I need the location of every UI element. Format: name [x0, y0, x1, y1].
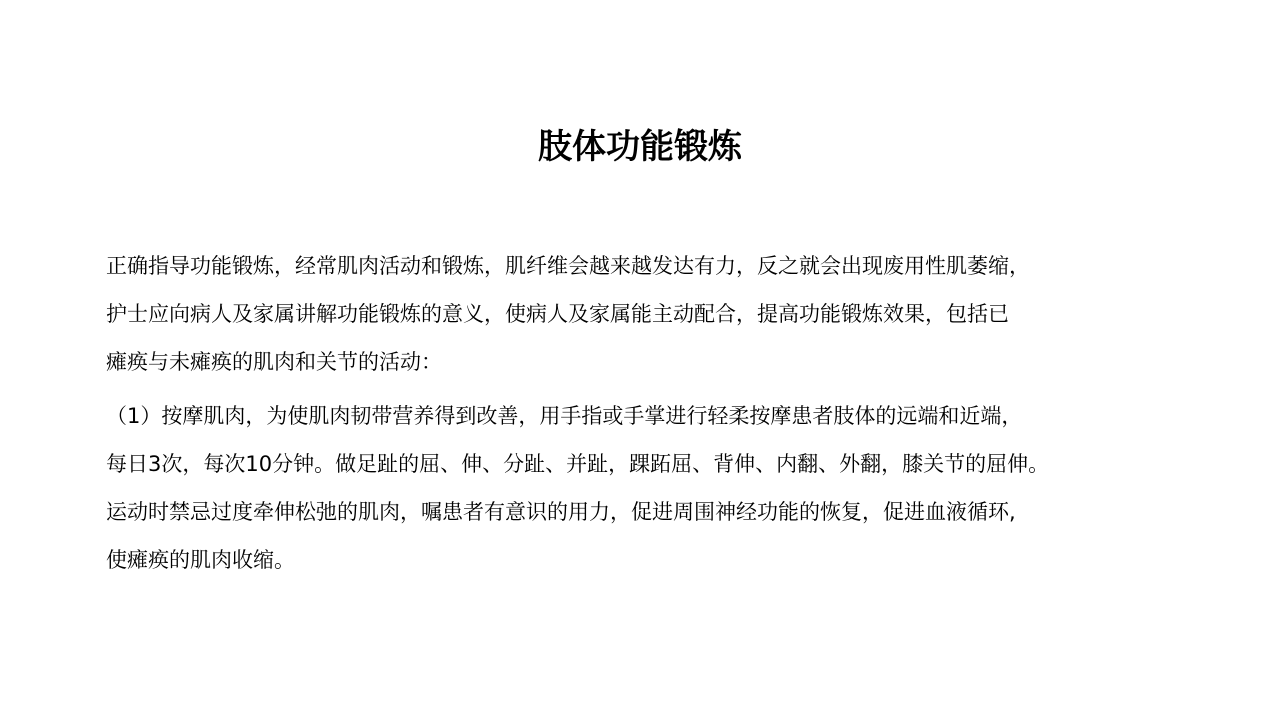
paragraph-line: （1）按摩肌肉，为使肌肉韧带营养得到改善，用手指或手掌进行轻柔按摩患者肢体的远端和近端，: [106, 404, 1023, 428]
slide-title: 肢体功能锻炼: [538, 127, 742, 167]
massage-paragraph: [106, 392, 1206, 584]
paragraph-line: 每日3次，每次10分钟。做足趾的屈、伸、分趾、并趾，踝跖屈、背伸、内翻、外翻，膝关节的屈伸。: [106, 452, 1050, 476]
paragraph-line: 瘫痪与未瘫痪的肌肉和关节的活动：: [106, 350, 442, 374]
paragraph-line: 运动时禁忌过度牵伸松弛的肌肉，嘱患者有意识的用力，促进周围神经功能的恢复，促进血液循环,: [106, 500, 1016, 524]
paragraph-line: 使瘫痪的肌肉收缩。: [106, 548, 295, 572]
intro-paragraph: [106, 242, 1206, 386]
paragraph-line: 正确指导功能锻炼，经常肌肉活动和锻炼，肌纤维会越来越发达有力，反之就会出现废用性肌萎缩，: [106, 254, 1030, 278]
paragraph-line: 护士应向病人及家属讲解功能锻炼的意义，使病人及家属能主动配合，提高功能锻炼效果，包括已: [106, 302, 1009, 326]
